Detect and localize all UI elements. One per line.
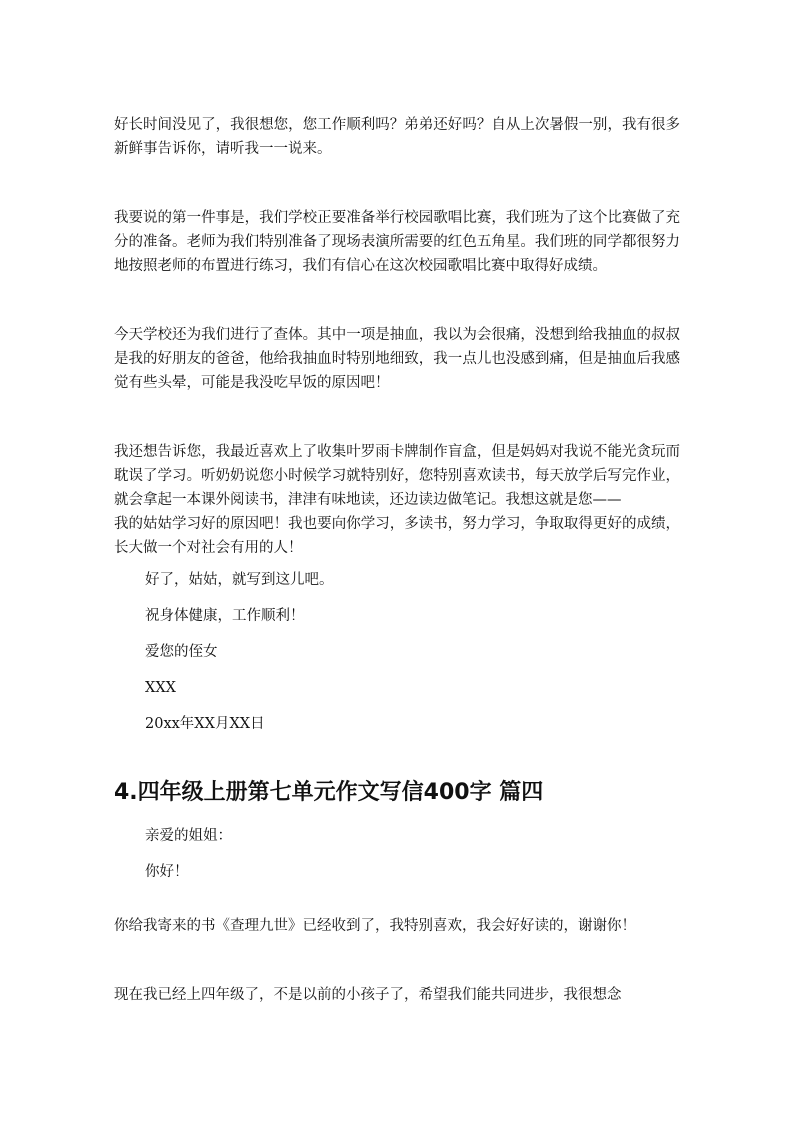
letter1-signature: XXX	[145, 680, 176, 696]
letter1-closing-1: 好了，姑姑，就写到这儿吧。	[145, 572, 334, 588]
letter2-paragraph-1: 你给我寄来的书《查理九世》已经收到了，我特别喜欢，我会好好读的，谢谢你！	[114, 918, 636, 934]
letter1-paragraph-2: 我要说的第一件事是，我们学校正要准备举行校园歌唱比赛，我们班为了这个比赛做了充分的准备。老师为我们特别准备了现场表演所需要的红色五角星。我们班的同学都很努力地按照老师的布置进行练习，我们有信心在这次校园歌唱比赛中取得好成绩。	[114, 210, 680, 274]
letter2-paragraph-2: 现在我已经上四年级了，不是以前的小孩子了，希望我们能共同进步，我很想念	[114, 987, 622, 1003]
letter1-date: 20xx年XX月XX日	[145, 716, 265, 732]
section-heading: 4.四年级上册第七单元作文写信400字 篇四	[114, 780, 544, 805]
letter1-paragraph-4: 我还想告诉您，我最近喜欢上了收集叶罗雨卡牌制作盲盒，但是妈妈对我说不能光贪玩而耽误了学习。听奶奶说您小时候学习就特别好，您特别喜欢读书，每天放学后写完作业，就会拿起一本课外阅读书，津津有味地读，还边读边做笔记。我想这就是您——	[114, 444, 680, 508]
letter1-closing-2: 祝身体健康，工作顺利！	[145, 608, 305, 624]
document-page	[114, 110, 680, 1007]
letter1-closing-3: 爱您的侄女	[145, 644, 218, 660]
letter1-paragraph-3: 今天学校还为我们进行了查体。其中一项是抽血，我以为会很痛，没想到给我抽血的叔叔是我的好朋友的爸爸，他给我抽血时特别地细致，我一点儿也没感到痛，但是抽血后我感觉有些头晕，可能是我没吃早饭的原因吧！	[114, 327, 680, 391]
letter2-greeting: 你好！	[145, 864, 189, 880]
letter1-paragraph-1: 好长时间没见了，我很想您，您工作顺利吗？弟弟还好吗？自从上次暑假一别，我有很多新鲜事告诉你，请听我一一说来。	[114, 117, 680, 157]
letter1-paragraph-5: 我的姑姑学习好的原因吧！我也要向你学习，多读书，努力学习，争取取得更好的成绩，长大做一个对社会有用的人！	[114, 516, 680, 556]
letter2-salutation: 亲爱的姐姐：	[145, 828, 232, 844]
